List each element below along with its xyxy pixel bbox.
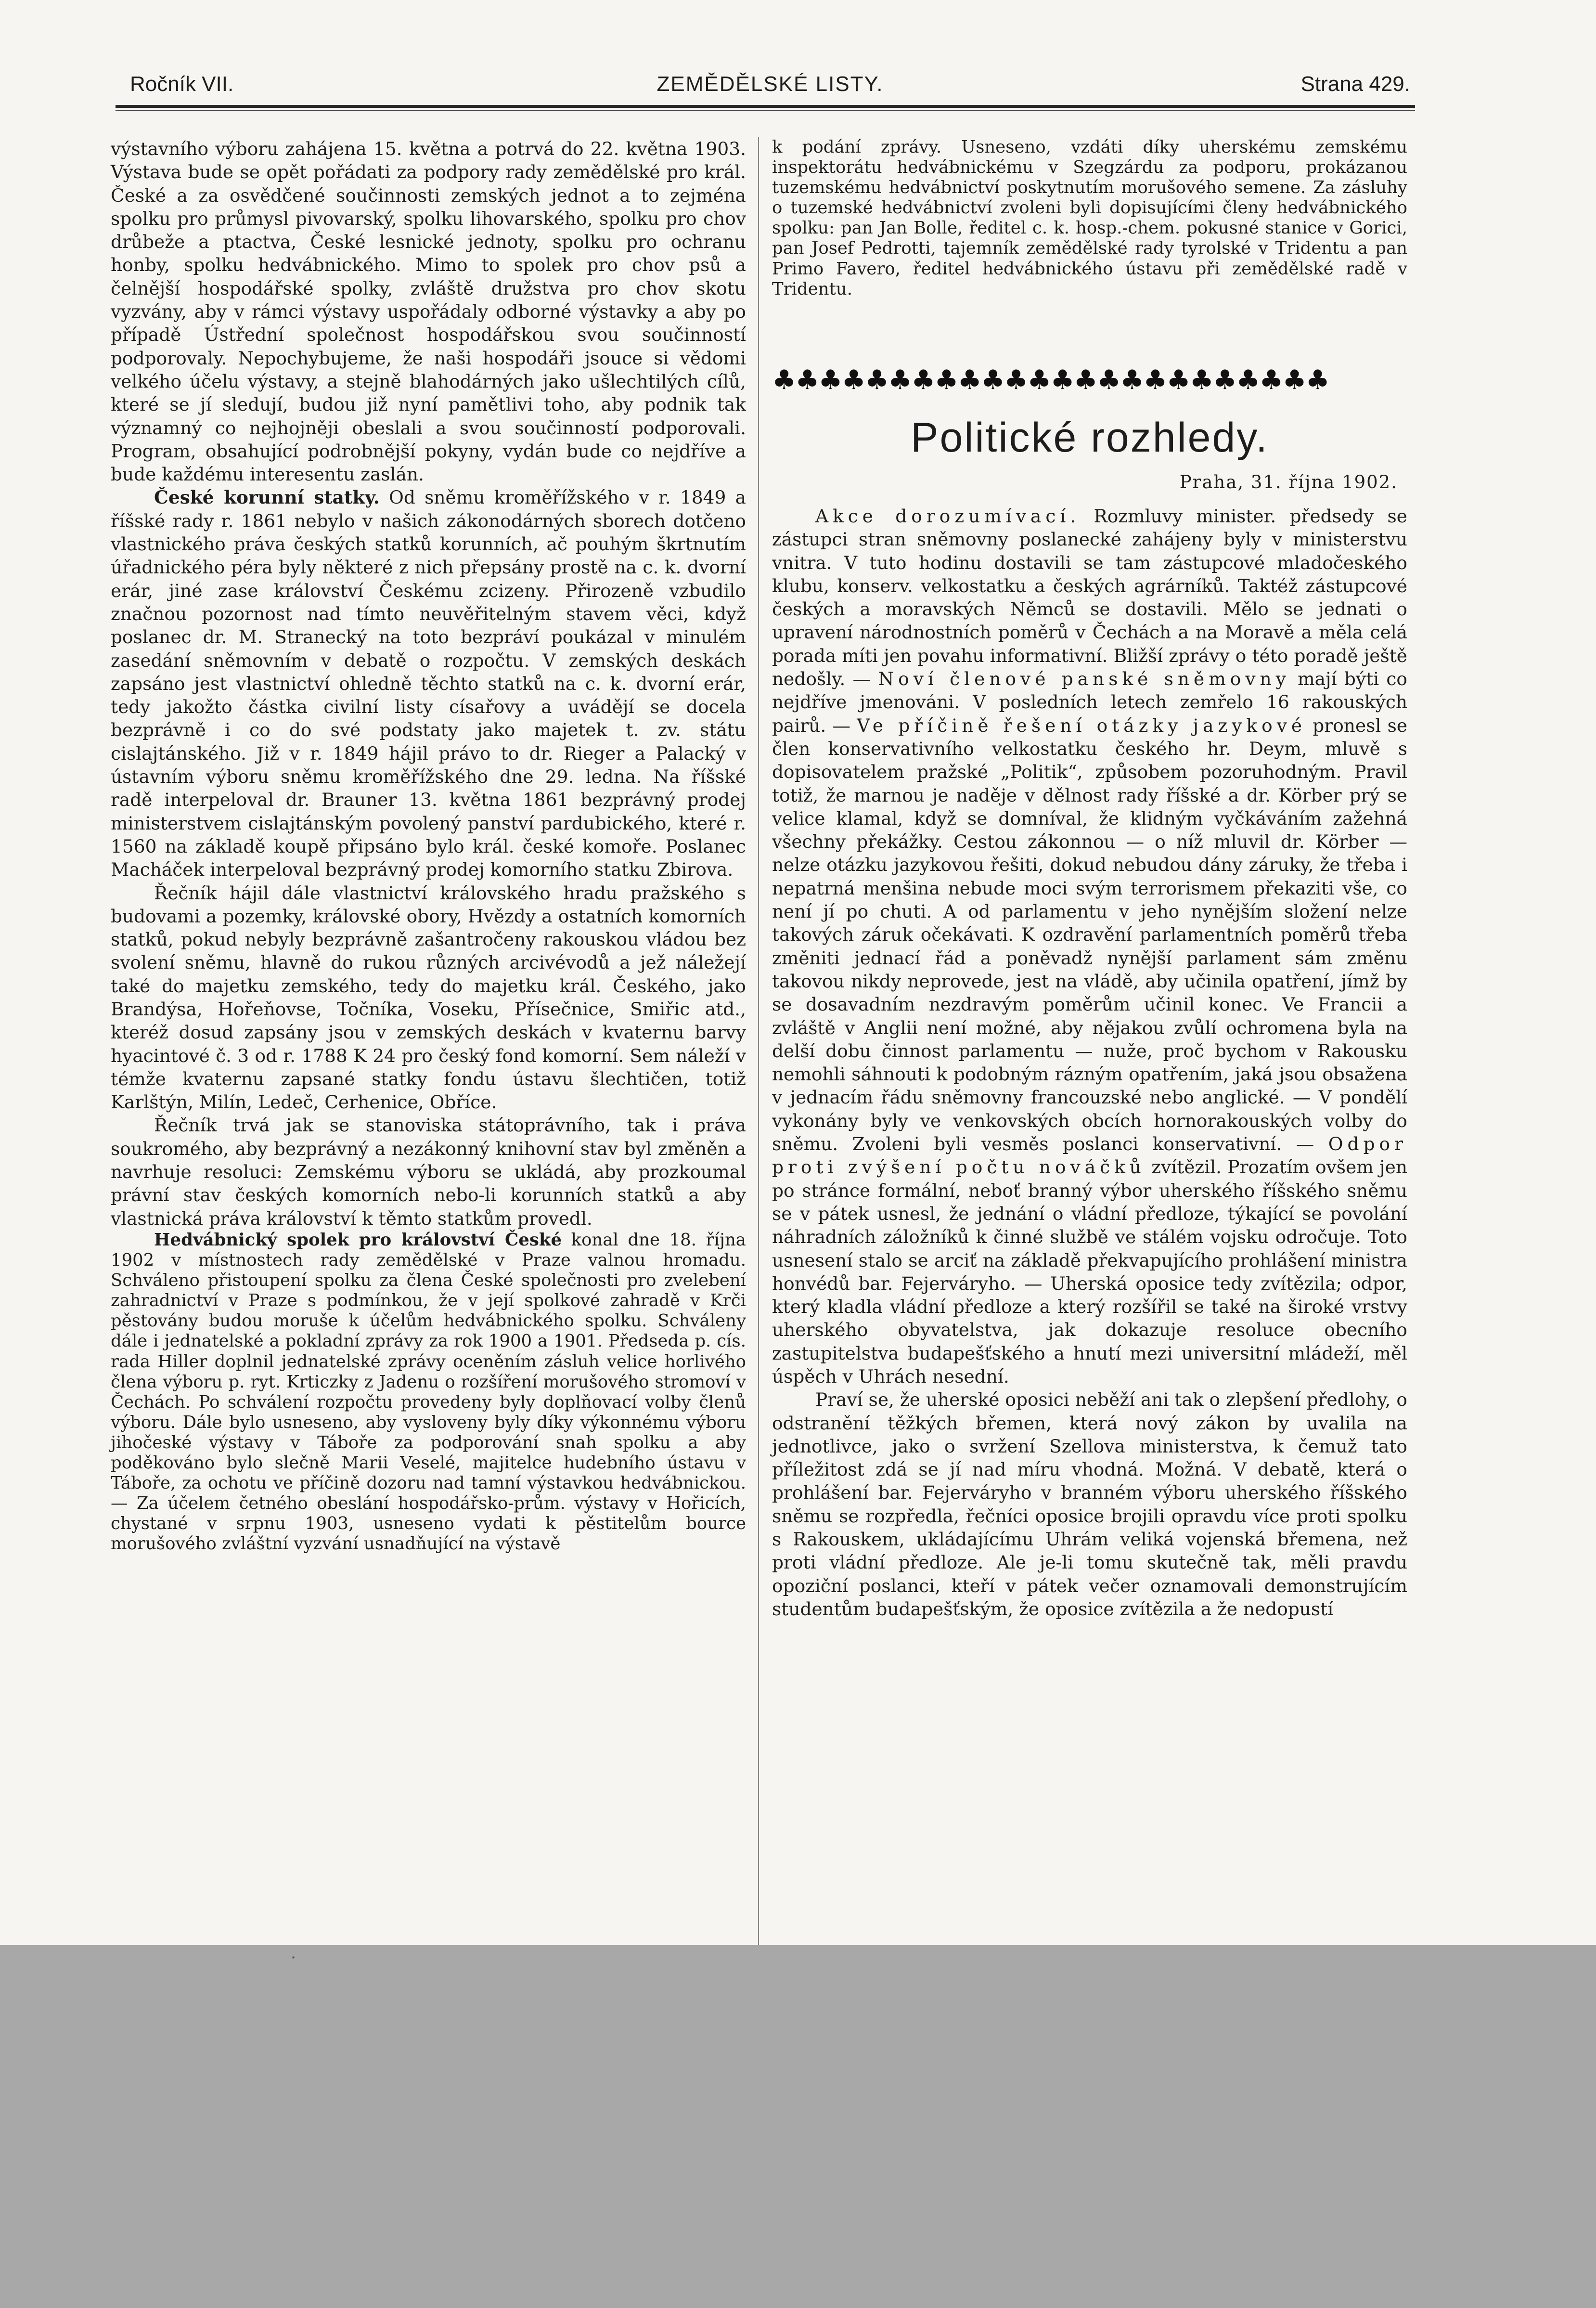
header-rule-thin: [116, 110, 1415, 111]
politics-text-1b: mají býti co nejdříve jmenováni. V posledních letech zemřelo 16 rakouských pairů. —: [772, 668, 1408, 736]
scan-margin: [0, 1945, 1596, 2308]
section-heading: Politické rozhledy.: [911, 415, 1269, 461]
header-rule: [116, 105, 1415, 108]
crown-estates-text: Od sněmu kroměřížského v r. 1849 a říšské rady r. 1861 nebylo v našich zákonodárných sborech dotčeno vlastnického práva českých statků korunních, ač pouhým škrtnutím úřadnického péra byly některé z nich přepsány prostě na c. k. dvorní erár, jiné zase království Českému zcizeny. Přirozeně vzbudilo značnou pozornost nad tímto neuvěřitelným stavem věci, když poslanec dr. M. Stranecký na toto bezpráví poukázal v minulém zasedání sněmovním v debatě o rozpočtu. V zemských deskách zapsáno jest vlastnictví ohledně těchto statků na c. k. dvorní erár, tedy jakožto částka civilní listy císařovy a uvádějí se docela bezprávně i co do své podstaty jako majetek t. zv. státu cislajtánského. Již v r. 1849 hájil právo to dr. Rieger a Palacký v ústavním výboru sněmu kroměřížského dne 29. ledna. Na říšské radě interpeloval dr. Brauner 13. května 1861 bezprávný prodej ministerstvem cislajtánským povolený panství pardubického, které r. 1560 na základě koupě připsáno bylo král. české komoře. Poslanec Macháček interpeloval bezprávný prodej komorního statku Zbirova.: [111, 487, 747, 881]
silk-society-text: konal dne 18. října 1902 v místnostech rady zemědělské v Praze valnou hromadu. Schváleno přistoupení spolku za člena České společnosti pro zvelebení zahradnictví v Praze s podmínkou, že v její spolkové zahradě v Krči pěstovány budou moruše k účelům hedvábnického spolku. Schváleny dále i jednatelské a pokladní zprávy za rok 1900 a 1901. Předseda p. cís. rada Hiller doplnil jednatelské zprávy oceněním zásluh velice horlivého člena výboru p. ryt. Krticzky z Jadenu o rozšíření morušového stromoví v Čechách. Po schválení rozpočtu provedeny byly doplňovací volby členů výboru. Dále bylo usneseno, aby vysloveny byly díky výkonnému výboru jihočeské výstavy v Táboře za podporování snah spolku a aby poděkováno bylo slečně Marii Veselé, majitelce hudebního ústavu v Táboře, za ochotu ve příčině dozoru nad tamní výstavkou hedvábnickou. — Za účelem četného obeslání hospodářsko-prům. výstavy v Hořicích, chystané v srpnu 1903, usneseno vydati k pěstitelům bource morušového zvláštní vyzvání usnadňující na výstavě: [111, 1230, 746, 1554]
politics-text-1c: pronesl se člen konservativního velkostatku českého hr. Deym, mluvě s dopisovatelem pražské „Politik“, způsobem pozoruhodným. Pravil totiž, že marnou je naděje v dělnost rady říšské a dr. Körber prý se velice klamal, když se domníval, že klidným vyčkáváním zažehná všechny překážky. Cestou zákonnou — o níž mluvil dr. Körber — nelze otázku jazykovou řešiti, dokud nebudou dány záruky, že třeba i nepatrná menšina nebude moci svým terrorismem překaziti vše, co není jí po chuti. A od parlamentu v jeho nynějším složení nelze takových záruk očekávati. K ozdravění parlamentních poměrů třeba změniti jednací řád a poněvadž nynější parlament sám změnu takovou nikdy neprovede, jest na vládě, aby učinila opatření, jímž by se dosavadním nezdravým poměrům učinil konec. Ve Francii a zvláště v Anglii není možné, aby nějakou zvůlí ochromena byla na delší dobu činnost parlamentu — nuže, proč bychom v Rakousku nemohli sáhnouti k podobným rázným opatřením, jaká jsou obsažena v jednacím řádu sněmovny francouzské nebo anglické. — V pondělí vykonány byly ve venkovských obcích hornorakouských volby do sněmu. Zvoleni byli vesměs poslanci konservativní. —: [772, 714, 1408, 1155]
right-column-top: [772, 137, 1407, 299]
volume-number: Ročník VII.: [130, 72, 234, 96]
periodical-title: ZEMĚDĚLSKÉ LISTY.: [656, 72, 884, 96]
crown-estates-title: České korunní statky.: [154, 487, 380, 508]
silk-society-title: Hedvábnický spolek pro království České: [154, 1230, 562, 1250]
ornamental-divider: ♣♣♣♣♣♣♣♣♣♣♣♣♣♣♣♣♣♣♣♣♣♣♣♣: [772, 366, 1329, 395]
page-header: [130, 72, 1410, 106]
silk-society-continuation: k podání zprávy. Usneseno, vzdáti díky uherskému zemskému inspektorátu hedvábnickému v Szegzárdu za podporu, prokázanou tuzemskému hedvábnictví poskytnutím morušového semene. Za zásluhy o tuzemské hedvábnictví zvoleni byli dopisujícími členy hedvábnického spolku: pan Jan Bolle, ředitel c. k. hosp.-chem. pokusné stanice v Gorici, pan Josef Pedrotti, tajemník zemědělské rady tyrolské v Tridentu a pan Primo Favero, ředitel hedvábnického ústavu při zemědělské radě v Tridentu.: [772, 137, 1407, 299]
scan-speck: ˙: [289, 1954, 298, 1975]
silk-society-paragraph: [111, 1230, 746, 1555]
dateline: Praha, 31. října 1902.: [1179, 472, 1398, 493]
lead-novi-clenove: Noví členové panské sněmovny: [878, 668, 1290, 690]
politics-text-1: Rozmluvy minister. předsedy se zástupci stran sněmovny poslanecké zahájeny byly v ministerstvu vnitra. V tuto hodinu dostavili se tam zástupcové mladočeského klubu, konserv. velkostatku a českých agrárníků. Taktéž zástupcové českých a moravských Němců se dostavili. Mělo se jednati o upravení národnostních poměrů v Čechách a na Moravě a měla celá porada míti jen povahu informativní. Bližší zprávy o této poradě ještě nedošly. —: [772, 506, 1407, 690]
speaker-paragraph-1: Řečník hájil dále vlastnictví královského hradu pražského s budovami a pozemky, královské obory, Hvězdy a ostatních komorních statků, pokud nebyly bezprávně zašantročeny rakouskou vládou bez svolení sněmu, hlavně do rukou různých arcivévodů a jež náležejí také do majetku zemského, tedy do majetku král. Českého, jako Brandýsa, Hořeňovse, Točníka, Voseku, Přísečnice, Smiřic atd., kteréž dosud zapsány jsou v zemských deskách v kvaternu barvy hyacintové č. 3 od r. 1788 K 24 pro český fond komorní. Sem náleží v témže kvaternu zapsané statky fondu ústavu šlechtičen, totiž Karlštýn, Milín, Ledeč, Cerhenice, Obříce.: [111, 882, 746, 1113]
politics-paragraph-2: Praví se, že uherské oposici neběží ani tak o zlepšení předlohy, o odstranění těžkých břemen, která nový zákon by uvalila na jednotlivce, jako o svržení Szellova ministerstva, k čemuž tato příležitost zdá se jí nad míru vhodná. Možná. V debatě, která o prohlášení bar. Fejerváryho v branném výboru uherského říšského sněmu se rozpředla, řečníci oposice brojili opravdu více proti spolku s Rakouskem, ukládajícímu Uhrám veliká vojenská břemena, než proti vládní předloze. Ale je-li tomu skutečně tak, měli pravdu opoziční poslanci, kteří v pátek večer oznamovali demonstrujícím studentům budapešťským, že oposice zvítězila a že nedopustí: [772, 1389, 1407, 1620]
exhibition-paragraph: výstavního výboru zahájena 15. května a potrvá do 22. května 1903. Výstava bude se opět pořádati za podpory rady zemědělské pro král. České a za osvědčené součinnosti zemských jednot a to zejména spolku pro průmysl pivovarský, spolku lihovarského, spolku pro chov drůbeže a ptactva, České lesnické jednoty, spolku pro ochranu honby, spolku hedvábnického. Mimo to spolek pro chov psů a čelnější hospodářské spolky, zvláště družstva pro chov skotu vyzvány, aby v rámci výstavy uspořádaly odborné výstavky a aby po případě Ústřední společnost hospodářskou svou součinností podporovaly. Nepochybujeme, že naši hospodáři jsouce si vědomi velkého účelu výstavy, a stejně blahodárných jako ušlechtilých cílů, které se jí sledují, budou již nyní pamětlivi toho, aby podnik tak významný co nejhojněji obeslali a svou součinností podporovali. Program, obsahující podrobnější pokyny, vydán bude co nejdříve a bude každému interesentu zaslán.: [111, 138, 746, 485]
right-column-politics: [772, 505, 1407, 1621]
column-divider: [758, 137, 759, 1947]
left-column: [111, 137, 746, 1554]
page-number: Strana 429.: [1300, 72, 1410, 96]
lead-odpor: Odpor proti zvýšení počtu nováčků: [772, 1133, 1408, 1178]
lead-jazykova: Ve příčině řešení otázky jazykové: [857, 714, 1307, 736]
lead-akce: Akce dorozumívací.: [815, 506, 1081, 527]
crown-estates-paragraph: [111, 486, 746, 881]
politics-paragraph-1: [772, 505, 1407, 1388]
politics-text-1d: zvítězil. Prozatím ovšem jen po stránce formální, neboť branný výbor uherského říšského sněmu se v pátek usnesl, že jednání o vládní předloze, týkající se povolání náhradních záložníků k činné službě ve stálém vojsku odročuje. Toto usnesení stalo se arciť na základě překvapujícího prohlášení ministra honvédů bar. Fejerváryho. — Uherská oposice tedy zvítězila; odpor, který kladla vládní předloze a který rozšířil se také na široké vrstvy uherského obyvatelstva, jak dokazuje resoluce obecního zastupitelstva budapešťského a hnutí mezi universitní mládeží, měl úspěch v Uhrách nesední.: [772, 1156, 1408, 1387]
speaker-paragraph-2: Řečník trvá jak se stanoviska státoprávního, tak i práva soukromého, aby bezprávný a nezákonný knihovní stav byl změněn a navrhuje resoluci: Zemskému výboru se ukládá, aby prozkoumal právní stav českých komorních nebo-li korunních statků a aby vlastnická práva království k těmto statkům provedl.: [111, 1115, 746, 1229]
